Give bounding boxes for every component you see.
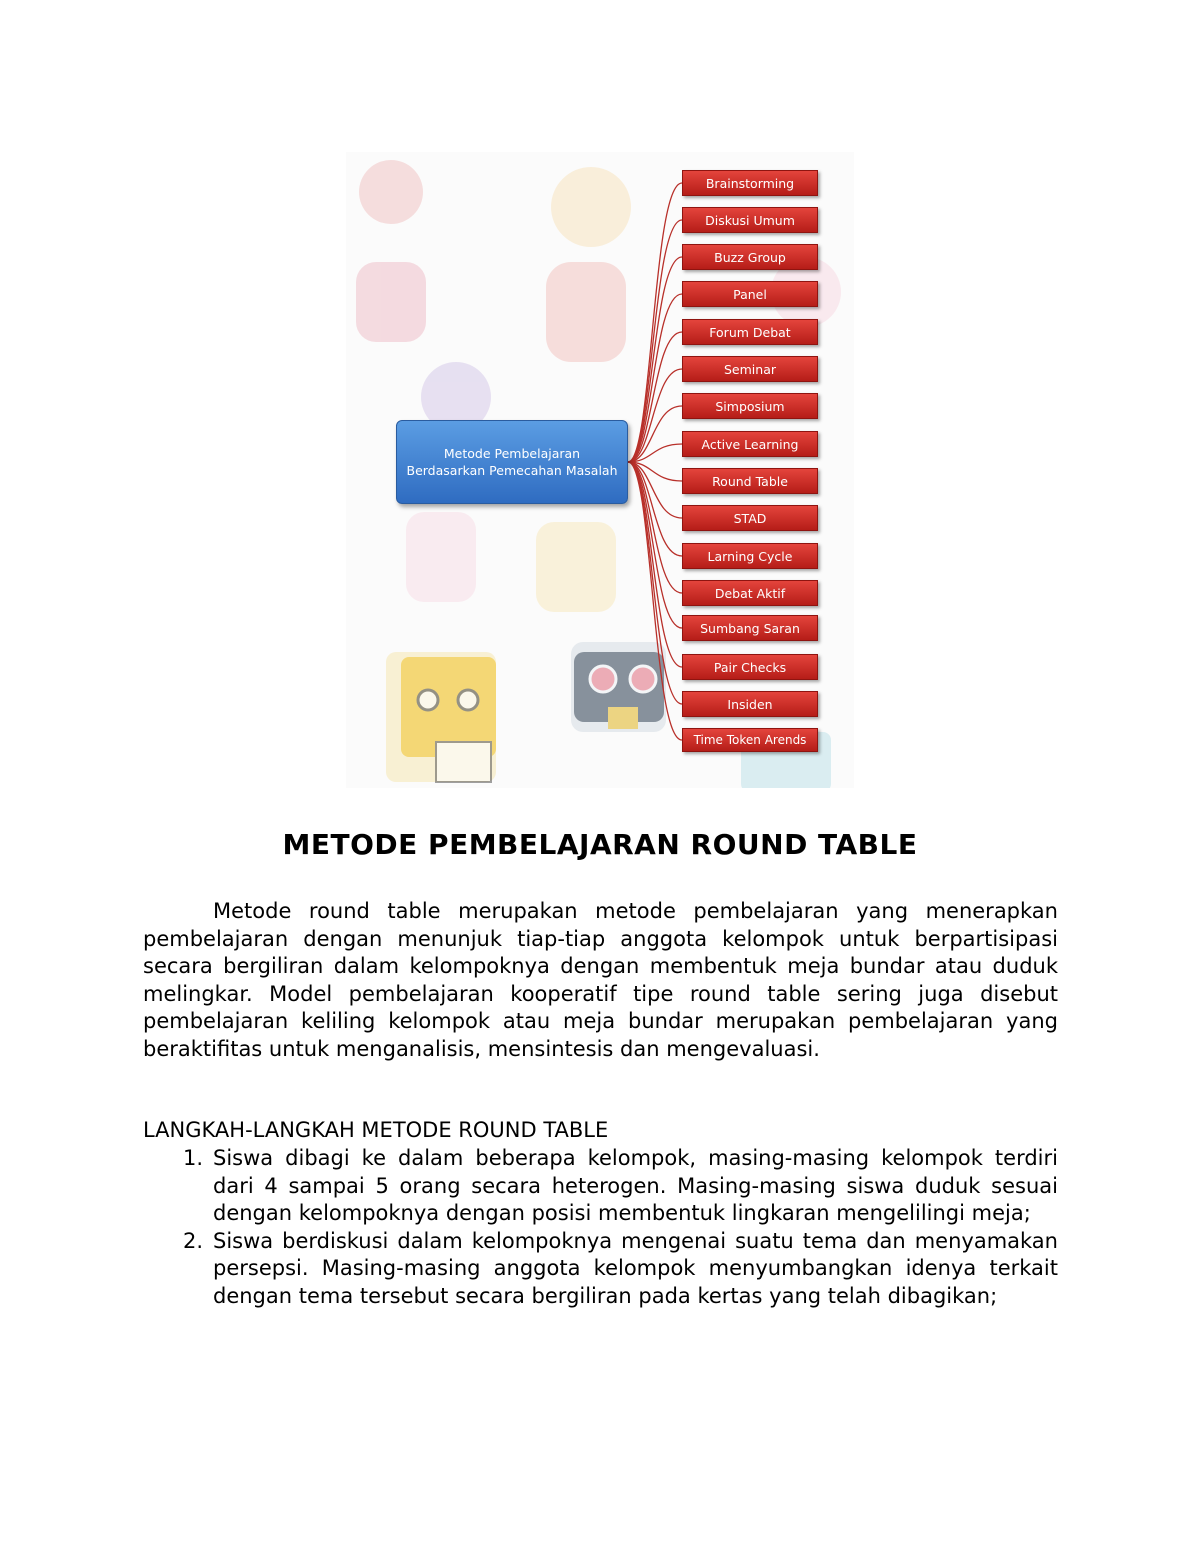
- robot-eye: [458, 690, 478, 710]
- method-node: [682, 170, 818, 196]
- mind-map-figure: [346, 152, 854, 788]
- steps-heading: LANGKAH-LANGKAH METODE ROUND TABLE: [143, 1118, 609, 1142]
- step-number: 2.: [182, 1228, 203, 1253]
- method-node: [682, 356, 818, 382]
- decor-shape: [356, 262, 426, 342]
- method-label: Forum Debat: [709, 324, 791, 340]
- method-node: [682, 505, 818, 531]
- method-label: Sumbang Saran: [700, 620, 800, 636]
- robot-eye: [630, 666, 656, 692]
- method-node: [682, 393, 818, 419]
- method-label: Active Learning: [701, 436, 799, 452]
- step-text: Siswa dibagi ke dalam beberapa kelompok, masing-masing kelompok terdiri dari 4 sampai 5 orang secara heterogen. Masing-masing siswa duduk sesuai dengan kelompoknya dengan posisi membentuk lingkaran mengelilingi meja;: [213, 1146, 1058, 1225]
- method-label: Brainstorming: [705, 175, 795, 191]
- method-node: [682, 244, 818, 270]
- robot-eye: [590, 666, 616, 692]
- method-node: [682, 691, 818, 717]
- method-node: [682, 615, 818, 641]
- method-label: Simposium: [715, 398, 785, 414]
- method-node: [682, 468, 818, 494]
- method-label: STAD: [733, 510, 767, 526]
- method-label: Debat Aktif: [714, 585, 786, 601]
- method-node: [682, 543, 818, 569]
- robot-panel: [436, 742, 491, 782]
- decor-shape: [359, 160, 423, 224]
- method-node: [682, 319, 818, 345]
- method-node: [682, 281, 818, 307]
- decor-shape: [551, 167, 631, 247]
- page-title: METODE PEMBELAJARAN ROUND TABLE: [282, 828, 918, 861]
- intro-paragraph: Metode round table merupakan metode pembelajaran yang menerapkan pembelajaran dengan menunjuk tiap-tiap anggota kelompok untuk berpartisipasi secara bergiliran dalam kelompoknya dengan membentuk meja bundar atau duduk melingkar. Model pembelajaran kooperatif tipe round table sering juga disebut pembelajaran keliling kelompok atau meja bundar merupakan pembelajaran yang beraktifitas untuk menganalisis, mensintesis dan mengevaluasi.: [143, 899, 1058, 1061]
- method-label: Time Token Arends: [693, 733, 807, 747]
- central-topic-box: [396, 420, 628, 504]
- connector-line: [628, 332, 682, 462]
- method-label: Larning Cycle: [707, 548, 793, 564]
- method-label: Seminar: [724, 361, 776, 377]
- connector-line: [628, 462, 682, 556]
- method-label: Insiden: [727, 696, 773, 712]
- robot-eye: [418, 690, 438, 710]
- central-topic-label: Metode Pembelajaran Berdasarkan Pemecahan Masalah: [406, 446, 618, 478]
- connector-line: [628, 369, 682, 462]
- decor-shape: [546, 262, 626, 362]
- decor-shape: [406, 512, 476, 602]
- robot-mouth: [608, 707, 638, 729]
- method-node: [682, 654, 818, 680]
- step-number: 1.: [182, 1146, 203, 1170]
- method-label: Panel: [733, 286, 767, 302]
- method-node: [682, 580, 818, 606]
- step-item: [143, 1145, 1058, 1228]
- steps-list: [143, 1145, 1058, 1310]
- method-label: Round Table: [712, 473, 788, 489]
- method-label: Pair Checks: [713, 659, 787, 675]
- connector-line: [628, 462, 682, 593]
- method-node: [682, 431, 818, 457]
- method-label: Buzz Group: [714, 249, 786, 265]
- step-text: Siswa berdiskusi dalam kelompoknya mengenai suatu tema dan menyamakan persepsi. Masing-masing anggota kelompok menyumbangkan idenya terkait dengan tema tersebut secara bergiliran pada kertas yang telah dibagikan;: [213, 1228, 1058, 1308]
- step-item: [143, 1228, 1058, 1311]
- method-label: Diskusi Umum: [705, 212, 795, 228]
- decor-shape: [536, 522, 616, 612]
- method-node: [682, 207, 818, 233]
- method-node: [682, 728, 818, 752]
